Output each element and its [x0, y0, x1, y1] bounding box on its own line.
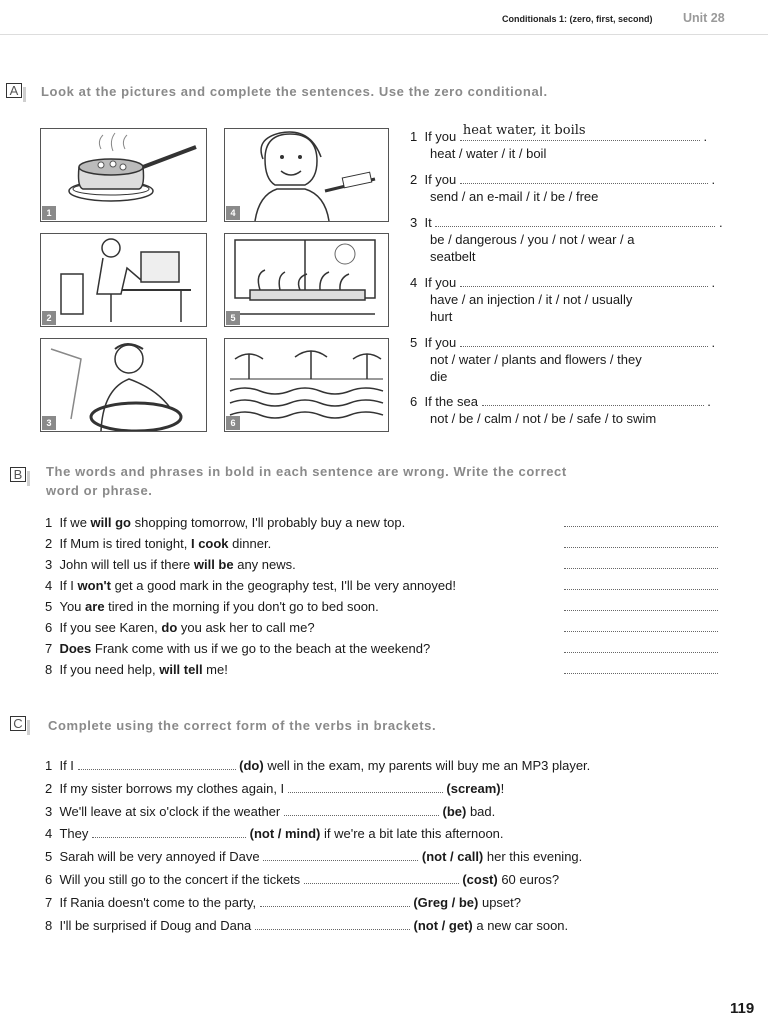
verb-hint: (not / call): [421, 849, 484, 865]
header-divider: [0, 34, 768, 35]
item-text: Will you still go to the concert if the tickets: [59, 871, 304, 887]
answer-field[interactable]: [255, 918, 410, 930]
answer-field[interactable]: [460, 275, 708, 287]
list-item: [45, 536, 735, 557]
pan-icon: [41, 129, 206, 221]
item-text: They: [59, 826, 92, 842]
item-text: If I: [59, 578, 78, 593]
item-text: Frank come with us if we go to the beach at the weekend?: [91, 641, 431, 656]
bold-error: Does: [59, 641, 92, 656]
item-number: 6: [45, 871, 53, 887]
picture-2-computer: [40, 233, 207, 327]
item-text: If Mum is tired tonight,: [59, 536, 191, 551]
item-text: get a good mark in the geography test, I'll be very annoyed!: [110, 578, 456, 593]
item-number: 2: [45, 536, 53, 551]
flowers-icon: [225, 234, 388, 326]
list-item: [45, 662, 735, 683]
item-number: 5: [45, 599, 53, 614]
item-prompt-continued: seatbelt: [430, 249, 476, 264]
section-b-list: [45, 515, 735, 683]
item-number: 4: [45, 826, 53, 842]
item-number: 6: [45, 620, 53, 635]
answer-field[interactable]: [284, 804, 439, 816]
item-start: If you: [424, 172, 457, 187]
picture-1-boiling-pan: [40, 128, 207, 222]
item-text: well in the exam, my parents will buy me an MP3 player.: [263, 758, 591, 773]
answer-field[interactable]: [78, 758, 236, 770]
item-prompt: not / be / calm / not / be / safe / to swim: [430, 411, 657, 426]
item-text: I'll be surprised if Doug and Dana: [59, 917, 255, 933]
item-text: If my sister borrows my clothes again, I: [59, 780, 288, 796]
item-prompt: not / water / plants and flowers / they: [430, 352, 642, 367]
picture-3-driving: [40, 338, 207, 432]
item-text: If I: [59, 758, 78, 773]
injection-icon: [225, 129, 388, 221]
computer-icon: [41, 234, 206, 326]
answer-field[interactable]: [564, 578, 718, 590]
section-a-item-2: [410, 171, 730, 205]
item-start: If you: [424, 129, 457, 144]
item-start: It: [424, 215, 432, 230]
item-text: tired in the morning if you don't go to bed soon.: [104, 599, 379, 614]
item-number: 1: [45, 758, 53, 773]
picture-number: 3: [42, 416, 56, 430]
item-number: 1: [45, 515, 53, 530]
answer-field[interactable]: [288, 781, 443, 793]
item-number: 5: [45, 849, 53, 865]
item-text: if we're a bit late this afternoon.: [320, 826, 504, 842]
list-item: [45, 515, 735, 536]
verb-hint: (not / mind): [249, 826, 321, 842]
bold-error: do: [161, 620, 178, 635]
list-item: [45, 918, 745, 941]
item-number: 6: [410, 394, 418, 409]
bold-error: will tell: [159, 662, 203, 677]
answer-field[interactable]: [92, 826, 246, 838]
picture-6-beach: [224, 338, 389, 432]
verb-hint: (scream): [446, 780, 501, 796]
item-text: 60 euros?: [497, 871, 560, 887]
item-number: 2: [410, 172, 418, 187]
item-end: .: [711, 275, 716, 290]
steering-wheel-icon: [41, 339, 206, 431]
item-text: If we: [59, 515, 91, 530]
item-number: 7: [45, 641, 53, 656]
answer-field[interactable]: [304, 872, 459, 884]
item-text: Sarah will be very annoyed if Dave: [59, 849, 264, 865]
picture-5-flowers: [224, 233, 389, 327]
item-end: .: [718, 215, 723, 230]
item-text: bad.: [466, 803, 496, 819]
answer-field[interactable]: [564, 536, 718, 548]
picture-4-injection: [224, 128, 389, 222]
item-number: 3: [410, 215, 418, 230]
item-number: 8: [45, 662, 53, 677]
answer-field[interactable]: [564, 662, 718, 674]
item-number: 1: [410, 129, 418, 144]
section-c-list: [45, 758, 745, 940]
answer-field[interactable]: [460, 335, 708, 347]
section-a-item-6: [410, 393, 730, 427]
section-c-letter: C: [10, 716, 26, 731]
section-b-letter: B: [10, 467, 26, 482]
item-text: upset?: [478, 894, 522, 910]
item-number: 4: [45, 578, 53, 593]
bold-error: will go: [90, 515, 131, 530]
list-item: [45, 641, 735, 662]
list-item: [45, 826, 745, 849]
list-item: [45, 758, 745, 781]
answer-field[interactable]: [260, 895, 410, 907]
beach-icon: [225, 339, 388, 431]
item-text: a new car soon.: [472, 917, 569, 933]
bold-error: will be: [193, 557, 234, 572]
item-end: .: [707, 394, 711, 409]
item-text: her this evening.: [483, 849, 583, 865]
header-topic: Conditionals 1: (zero, first, second): [502, 14, 653, 24]
item-text: If you see Karen,: [59, 620, 162, 635]
item-prompt: send / an e-mail / it / be / free: [430, 189, 599, 204]
item-text: !: [500, 780, 505, 796]
verb-hint: (be): [442, 803, 467, 819]
item-start: If you: [424, 335, 457, 350]
answer-field[interactable]: [564, 599, 718, 611]
item-text: any news.: [233, 557, 296, 572]
item-number: 8: [45, 917, 53, 933]
picture-number: 4: [226, 206, 240, 220]
list-item: [45, 895, 745, 918]
answer-field[interactable]: [435, 215, 715, 227]
picture-number: 6: [226, 416, 240, 430]
item-text: me!: [202, 662, 228, 677]
answer-field[interactable]: [564, 515, 718, 527]
picture-number: 2: [42, 311, 56, 325]
section-a-item-5: [410, 334, 730, 385]
item-text: dinner.: [228, 536, 272, 551]
section-a-letter: A: [6, 83, 22, 98]
item-number: 3: [45, 803, 53, 819]
section-b-title: [46, 462, 567, 500]
bold-error: won't: [77, 578, 111, 593]
item-prompt: be / dangerous / you / not / wear / a: [430, 232, 635, 247]
bold-error: I cook: [190, 536, 229, 551]
answer-field[interactable]: [460, 172, 708, 184]
item-end: .: [711, 335, 716, 350]
handwritten-answer: heat water, it boils: [462, 123, 586, 138]
answer-field[interactable]: [564, 557, 718, 569]
item-start: If the sea: [424, 394, 478, 409]
page-number: 119: [730, 1000, 755, 1017]
bold-error: are: [85, 599, 105, 614]
section-a-item-1: [410, 123, 730, 162]
item-text: If Rania doesn't come to the party,: [59, 894, 260, 910]
list-item: [45, 781, 745, 804]
item-text: We'll leave at six o'clock if the weather: [59, 803, 284, 819]
item-text: shopping tomorrow, I'll probably buy a new top.: [131, 515, 406, 530]
verb-hint: (not / get): [413, 917, 473, 933]
item-text: If you need help,: [59, 662, 160, 677]
item-text: you ask her to call me?: [177, 620, 315, 635]
list-item: [45, 599, 735, 620]
list-item: [45, 620, 735, 641]
item-start: If you: [424, 275, 457, 290]
section-b-title-line-2: word or phrase.: [46, 483, 153, 498]
item-text: John will tell us if there: [59, 557, 194, 572]
section-a-item-3: [410, 214, 730, 265]
section-b-title-line-1: The words and phrases in bold in each sentence are wrong. Write the correct: [46, 464, 567, 479]
section-c-title: Complete using the correct form of the verbs in brackets.: [48, 718, 437, 733]
list-item: [45, 804, 745, 827]
item-prompt-continued: hurt: [430, 309, 453, 324]
answer-field[interactable]: [564, 620, 718, 632]
item-prompt-continued: die: [430, 369, 448, 384]
list-item: [45, 849, 745, 872]
item-number: 4: [410, 275, 418, 290]
item-end: .: [703, 129, 708, 144]
item-number: 2: [45, 780, 53, 796]
item-number: 3: [45, 557, 53, 572]
item-number: 5: [410, 335, 418, 350]
item-prompt: heat / water / it / boil: [430, 146, 547, 161]
section-a-title: Look at the pictures and complete the sentences. Use the zero conditional.: [41, 84, 548, 99]
picture-number: 1: [42, 206, 56, 220]
verb-hint: (Greg / be): [413, 894, 479, 910]
list-item: [45, 578, 735, 599]
answer-field[interactable]: [460, 123, 700, 141]
list-item: [45, 872, 745, 895]
section-a-item-4: [410, 274, 730, 325]
picture-number: 5: [226, 311, 240, 325]
header-unit: Unit 28: [683, 11, 725, 25]
list-item: [45, 557, 735, 578]
answer-field[interactable]: [263, 849, 418, 861]
item-end: .: [711, 172, 716, 187]
answer-field[interactable]: [482, 394, 704, 406]
verb-hint: (do): [239, 758, 264, 773]
item-text: You: [59, 599, 86, 614]
item-prompt: have / an injection / it / not / usually: [430, 292, 633, 307]
verb-hint: (cost): [462, 871, 498, 887]
item-number: 7: [45, 894, 53, 910]
answer-field[interactable]: [564, 641, 718, 653]
